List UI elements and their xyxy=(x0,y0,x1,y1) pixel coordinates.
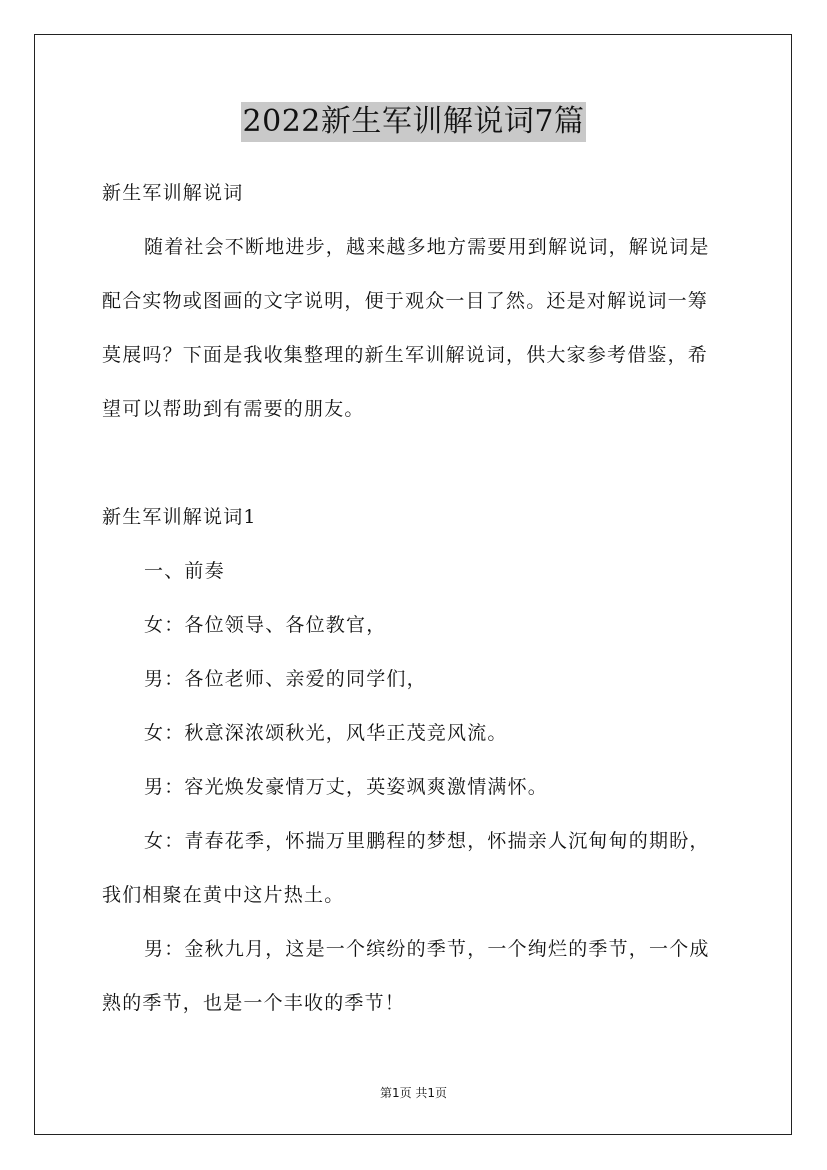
paragraph-line: 随着社会不断地进步，越来越多地方需要用到解说词，解说词是 xyxy=(144,236,710,258)
paragraph-line: 熟的季节，也是一个丰收的季节！ xyxy=(102,992,406,1014)
paragraph-line: 男：容光焕发豪情万丈，英姿飒爽激情满怀。 xyxy=(144,776,549,798)
paragraph-line: 女：各位领导、各位教官， xyxy=(144,614,387,636)
paragraph-line: 女：青春花季，怀揣万里鹏程的梦想，怀揣亲人沉甸甸的期盼， xyxy=(144,830,710,852)
paragraph-line: 女：秋意深浓颂秋光，风华正茂竞风流。 xyxy=(144,722,508,744)
paragraph-line: 望可以帮助到有需要的朋友。 xyxy=(102,398,365,420)
title-container xyxy=(0,102,827,142)
paragraph-line: 男：金秋九月，这是一个缤纷的季节，一个绚烂的季节，一个成 xyxy=(144,938,710,960)
section-heading: 新生军训解说词1 xyxy=(102,506,257,528)
paragraph-line: 莫展吗？下面是我收集整理的新生军训解说词，供大家参考借鉴，希 xyxy=(102,344,709,366)
document-title: 2022新生军训解说词7篇 xyxy=(241,102,587,142)
paragraph-line: 男：各位老师、亲爱的同学们， xyxy=(144,668,427,690)
paragraph-line: 一、前奏 xyxy=(144,560,225,582)
page-footer: 第1页 共1页 xyxy=(379,1086,448,1100)
paragraph-line: 我们相聚在黄中这片热土。 xyxy=(102,884,345,906)
paragraph-line: 配合实物或图画的文字说明，便于观众一目了然。还是对解说词一筹 xyxy=(102,290,709,312)
intro-heading: 新生军训解说词 xyxy=(102,182,244,204)
